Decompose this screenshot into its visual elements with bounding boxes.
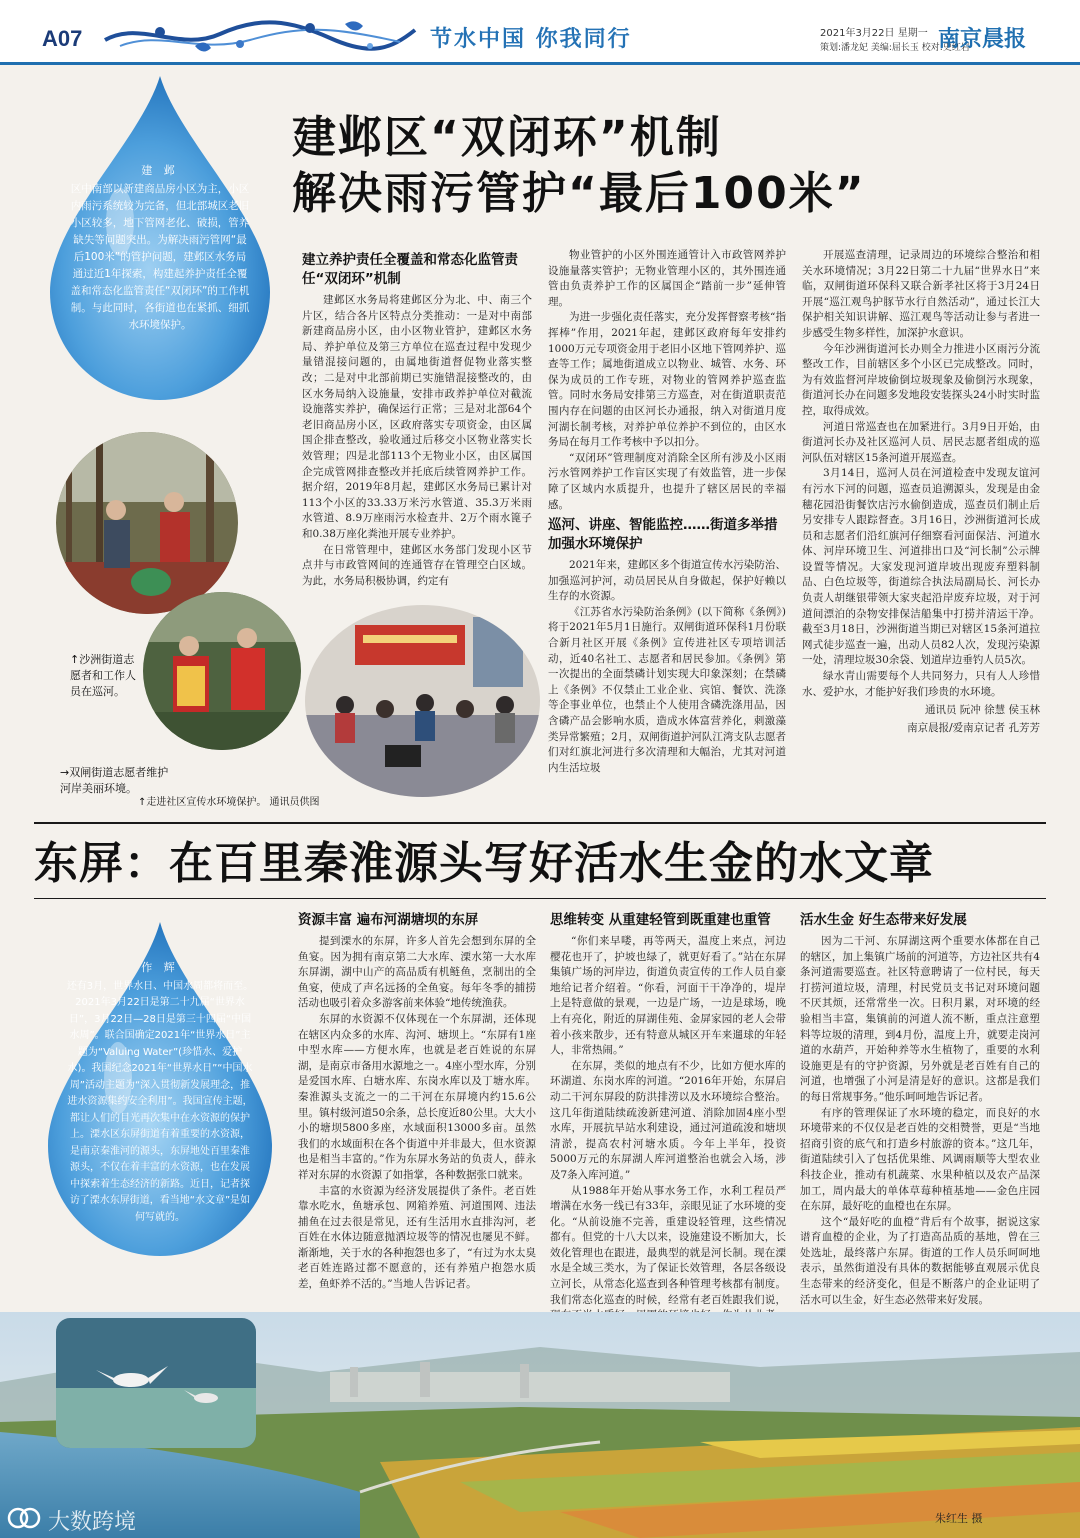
paragraph: 在东屏，类似的地点有不少，比如方便水库的环湖道、东岗水库的河道。“2016年开始，东屏启动二干河东屏段的防洪排涝以及水环境综合整治。这几年街道陆续疏浚新建河道、消除加固4座小型水库，开展抗旱站水利建设，通过河道疏浚和塘坝清淤，提高农村河塘水质。今年上半年，投资5000万元的东屏湖人库河道整治也就会入场，涉及7条入库河道。” (550, 1059, 786, 1181)
headline-article-1 (292, 110, 1032, 222)
headline-1-line-2: 解决雨污管护“最后100米” (292, 168, 866, 219)
sidebar-text-2: 还有3月，世界水日、中国水周都将而至。2021年3月22日是第二十九届“世界水日”，3月22日—28日是第三十四届“中国水周”。联合国确定2021年“世界水日”主题为“Valuing Water”(珍惜水、爱护水)。我国纪念2021年“世界水日”“中国水周”活动主题为“深入贯彻新发展理念，推进水资源集约安全利用”。我国宣传主题，都让人们的目光再次集中在水资源的保护上。溧水区东屏街道有着重要的水资源，是南京秦淮河的源头，东屏地处百里秦淮源头，不仅在着丰富的水资源，也在发展中探索着生态经济的新路。近日，记者探访了溧水东屏街道，看当地“水文章”是如何写就的。 (66, 980, 254, 1223)
paragraph: 2021年来，建邺区多个街道宣传水污染防治、加强巡河护河，动员居民从自身做起，保护好赖以生存的水资源。 (548, 559, 786, 603)
paragraph: 绿水青山需要每个人共同努力，只有人人珍惜水、爱护水，才能护好我们珍贵的水环境。 (802, 670, 1040, 698)
sidebar-intro-1 (70, 162, 250, 334)
watermark-text: 大数跨境 (48, 1510, 137, 1535)
paragraph: “双闭环”管理制度对消除全区所有涉及小区雨污水管网养护工作盲区实现了有效监管，进一步保障了区域内水质提升，也提升了辖区居民的幸福感。 (548, 451, 786, 511)
decorative-swirl-icon (100, 16, 420, 56)
subhead-1-2: 巡河、讲座、智能监控……街道多举措加强水环境保护 (548, 517, 778, 553)
paragraph: 提到溧水的东屏，许多人首先会想到东屏的全鱼宴。因为拥有南京第二大水库、溧水第一大水库东屏湖，湖中山产的高品质有机鲢鱼，烹制出的全鱼宴，使成了声名远扬的全鱼宴。每年冬季的捕捞活动也吸引着众多游客前来体验“地传统渔获。 (298, 935, 536, 1010)
newspaper-brand: 南京晨报 (938, 26, 1027, 52)
paragraph: 因为二干河、东屏湖这两个重要水体都在自己的辖区，加上集镇广场前的河道等，方边社区共有4条河道需要巡查。社区特意聘请了一位村民，每天打捞河道垃圾，清理，村民党员支书记对环境问题不厌其烦，还常常坐一次。日积月累，对环境的经验相当丰富，集镇前的河道人流不断，重点注意塑料等垃圾的清理，到4月份，温度上升，就要走岗河道的水葫芦，开始种养等水生植物了，重要的水利设施更是有的守护资源，另外就是老百姓有自己的河道，也增强了小河是清是好的意识。这都是我们的每日常规事务。”他乐呵呵地告诉记者。 (800, 935, 1040, 1103)
editors-line: 策划:潘龙妃 美编:屈长玉 校对:史红岩 (820, 43, 970, 53)
subhead-2-3: 活水生金 好生态带来好发展 (800, 912, 967, 928)
article-2-column-2 (550, 908, 786, 1360)
caption-photo-2: →双闸街道志愿者维护河岸美丽环境。 (60, 766, 169, 795)
paragraph: 今年沙洲街道河长办则全力推进小区雨污分流整改工作，目前辖区多个小区已完成整改。同时，为有效监督河岸坡偷倒垃圾现象及偷倒污水现象，街道河长办在问题多发地段安装探头24小时实时监控，取得成效。 (802, 342, 1040, 417)
photo-volunteers-riverbank (143, 592, 301, 750)
sidebar-byline-1: 建 邺 (141, 164, 179, 177)
caption-photo-3: ↑走进社区宣传水环境保护。 通讯员供图 (138, 797, 320, 808)
article-2-column-3 (800, 908, 1040, 1354)
byline-reporters-1: 通讯员 阮冲 徐慧 侯玉林 (924, 704, 1040, 717)
sidebar-text-1: 区中南部以新建商品房小区为主，小区内雨污系统较为完备，但北部城区老旧小区较多，地下管网老化、破损，管养缺失等问题突出。为解决雨污管网“最后100米”的管护问题，建邺区水务局通过近1年探索，构建起养护责任全覆盖和常态化监管责任“双闭环”的工作机制。与此同时，各街道也在紧抓、细抓水环境保护。 (70, 183, 250, 331)
paragraph: “你们来早喽，再等两天，温度上来点，河边樱花也开了，护坡也绿了，就更好看了。”站在东屏集镇广场的河岸边，街道负责宣传的工作人员自豪地给记者介绍着。“你看，河面干干净净的，堤岸上是特意做的景观，一边是广场，一边是球场，晚上有亮化，附近的屏湖佳苑、金屏家园的老人会带着小孩来散步，还有特意从城区开车来遛球的年轻人，非常热闹。” (550, 935, 786, 1057)
masthead (0, 0, 1080, 65)
headline-divider (34, 898, 1046, 899)
paragraph: 有序的管理保证了水环境的稳定，而良好的水环境带来的不仅仅是老百姓的交相赞誉，更是“当地招商引资的底气和打造乡村旅游的资本。”这几年，街道陆续引入了包括优果维、风调雨顺等大型农业科技企业，推动有机蔬菜、水果种植以及农产品深加工，周内最大的单体草莓种植基地——金色庄园在东屏，最好吃的血橙也在东屏。 (800, 1106, 1040, 1213)
paragraph: 建邺区水务局将建邺区分为北、中、南三个片区，结合各片区特点分类推动：一是对中南部新建商品房小区，由小区物业管护，建邺区水务局、养护单位及第三方单位在巡查过程中发现少量错混接问题的，由属地街道督促物业落实整改；二是对中北部前期已实施错混接整改的，由区水务局纳入设施量，安排市政养护单位对截流设施落实养护，确保运行正常；三是对北部64个老旧商品房小区，区政府落实专项资金，由区属国企排查整改，验收通过后移交小区物业落实长效管理；四是北部113个无物业小区，由区属国企完成管网排查整改并托底后续管网养护工作。据介绍，2019年8月起，建邺区水务局已累计对113个小区的33.33万米污水管道、35.3万米雨水管道、8.9万座雨污水检查井、2万个雨水篦子和0.38万座化粪池开展专业养护。 (302, 294, 532, 540)
photo-community-lecture (305, 605, 540, 797)
watermark-logo-icon (6, 1504, 42, 1532)
sidebar-byline-2: 作 辉 (141, 961, 179, 974)
article-1-column-3 (802, 248, 1040, 810)
paragraph: 从1988年开始从事水务工作，水利工程员严增满在水务一线已有33年，亲眼见证了水环境的变化。“从前设施不完善，重建设轻管理，这些情况都有。但党的十八大以来，设施建设不断加大，长效化管理也在跟进，最典型的就是河长制。现在溧水是全域三类水，为了保证长效管理，各层各级设立河长，从常态化巡查到各种管理考核都有制度。我们常态化巡查的时候，经常有老百姓跟我们说， (550, 1184, 786, 1306)
photo-volunteers-river-patrol (56, 432, 238, 614)
sidebar-intro-2 (66, 960, 254, 1226)
photo-credit: 朱红生 摄 (935, 1512, 983, 1525)
subhead-2-2: 思维转变 从重建轻管到既重建也重管 (550, 912, 771, 928)
byline-reporters-2: 南京晨报/爱南京记者 孔芳芳 (907, 722, 1040, 735)
caption-photo-1: ↑沙洲街道志愿者和工作人员在巡河。 (70, 653, 136, 698)
paragraph: 丰富的水资源为经济发展提供了条件。老百姓靠水吃水，鱼塘承包、网箱养殖、河道围网、违法捕鱼在过去很是常见，还有生活用水直排沟河，老百姓在水体边随意抛洒垃圾等的情况也屡见不鲜。渐渐地，关于水的各种抱怨也多了，“有过为水太臭老百姓连路过都不愿意的，还有养殖户抱怨水质差，鱼虾养不活的。”当地人告诉记者。 (298, 1184, 536, 1291)
article-1-column-2 (548, 248, 786, 808)
paragraph: 在日常管理中，建邺区水务部门发现小区节点井与市政管网间的连通管存在管理空白区域。为此，水务局积极协调，约定有 (302, 543, 532, 587)
paragraph: 3月14日，巡河人员在河道检查中发现友谊河有污水下河的问题，巡查员追溯源头，发现是由金穗花园沿街餐饮店污水偷倒造成，巡查员们制止后另安排专人跟踪督查。3月16日，沙洲街道河长成员和志愿者们沿红旗河仔细察看河面保洁、河道水体、河岸环境卫生、河道排出口及“河长制”公示牌设置等情况。大家发现河道岸坡出现废弃塑料制品、白色垃圾等，街道综合执法局副局长、河长办负责人胡继银带领大家夹起沿岸废弃垃圾，对于河道间漂泊的杂物安排保洁船集中打捞并清运干净。截至3月18日，沙洲街道当期已对辖区15条河道拉网式徒步巡查一遍，出动人员82人次，发现污染源一处，清理垃圾30余袋、划道岸边垂钓人员5次。 (802, 467, 1040, 667)
paragraph: 《江苏省水污染防治条例》(以下简称《条例》)将于2021年5月1日施行。双闸街道环保科1月份联合新月社区开展《条例》宣传进社区专项培训活动，近40名社工、志愿者和居民参加。《条例》第一次提出的全面禁磷计划实现大印象深刻；在禁磷上《条例》不仅禁止工业企业、宾馆、餐饮、洗涤等企事业单位，也禁止个人使用含磷洗涤用品，因含磷产品会影响水质，造成水体富营养化，刺激藻类异常繁殖；2月，双闸街道护河队江湾支队志愿者们对红旗北河进行多次清理和大幅治，尤其对河道内生活垃圾 (548, 605, 786, 774)
page-slogan: 节水中国 你我同行 (430, 27, 632, 52)
headline-1-line-1: 建邺区“双闭环”机制 (292, 112, 722, 163)
subhead-2-1: 资源丰富 遍布河湖塘坝的东屏 (298, 912, 479, 928)
paragraph: 开展巡查清理，记录周边的环境综合整治和相关水环境情况；3月22日第二十九届“世界水日”来临，双闸街道环保科又联合新孝社区将于3月24日开展“巡江观鸟护豚节水行自然活动”，通过长江大保护相关知识讲解、巡江观鸟等活动让参与者进一步感受生物多样性，加深护水意识。 (802, 249, 1040, 339)
page-number: A07 (42, 26, 83, 51)
paragraph: 东屏的水资源不仅体现在一个东屏湖，还体现在辖区内众多的水库、沟河、塘坝上。“东屏有1座中型水库——方便水库，也就是老百姓说的东屏湖，是南京市备用水源地之一。4座小型水库，分别是爱国水库、白塘水库、东岗水库以及丁塘水库。秦淮源头支流之一的二干河在东屏境内约15.6公里。镇村级河道50余条，总长度近80公里。大大小小的塘坝5800多座，水域面积13000多亩。虽然我们的水域面积在各个街道中并非最大，但水资源也是相当丰富的。”作为东屏水务站的负责人，薛永祥对东屏的水资源了如指掌，各种数据张口就来。 (298, 1012, 536, 1181)
paragraph: 物业管护的小区外围连通管计入市政管网养护设施量落实管护；无物业管理小区的，其外围连通管由负责养护工作的区属国企“踏前一步”延伸管理。 (548, 249, 786, 308)
subhead-1-1: 建立养护责任全覆盖和常态化监管责任“双闭环”机制 (302, 252, 518, 287)
paragraph: 这个“最好吃的血橙”背后有个故事，据说这家谱育血橙的企业，为了打造高品质的基地，曾在三处选址，最终落户东屏。街道的工作人员乐呵呵地表示，虽然街道没有具体的数据能够直观展示优良生态带来的经济变化，但是不断落户的企业证明了活水可以生金，好生态必然带来好发展。 (800, 1215, 1040, 1306)
article-2-column-1 (298, 908, 536, 1308)
article-1-column-1 (302, 248, 532, 604)
photo-egret-inset (56, 1318, 256, 1448)
date-line: 2021年3月22日 星期一 (820, 28, 928, 39)
paragraph: 为进一步强化责任落实，充分发挥督察考核“指挥棒”作用，2021年起，建邺区政府每年安排约1000万元专项资金用于老旧小区地下管网养护、巡查等工作；属地街道成立以物业、城管、水务、环保为成员的工作专班，对物业的管网养护巡查监管。同时水务局安排第三方巡查，对在街道职责范围内存在问题的由区河长办通报，纳入对街道月度河湖长制考核，对养护单位养护不到位的，由区水务局在每月工作考核中予以扣分。 (548, 311, 786, 449)
paragraph: 河道日常巡查也在加紧进行。3月9日开始，由街道河长办及社区巡河人员、居民志愿者组成的巡河队伍对辖区15条河道开展巡查。 (802, 420, 1040, 464)
section-divider (34, 822, 1046, 824)
headline-article-2: 东屏：在百里秦淮源头写好活水生金的水文章 (34, 838, 934, 889)
